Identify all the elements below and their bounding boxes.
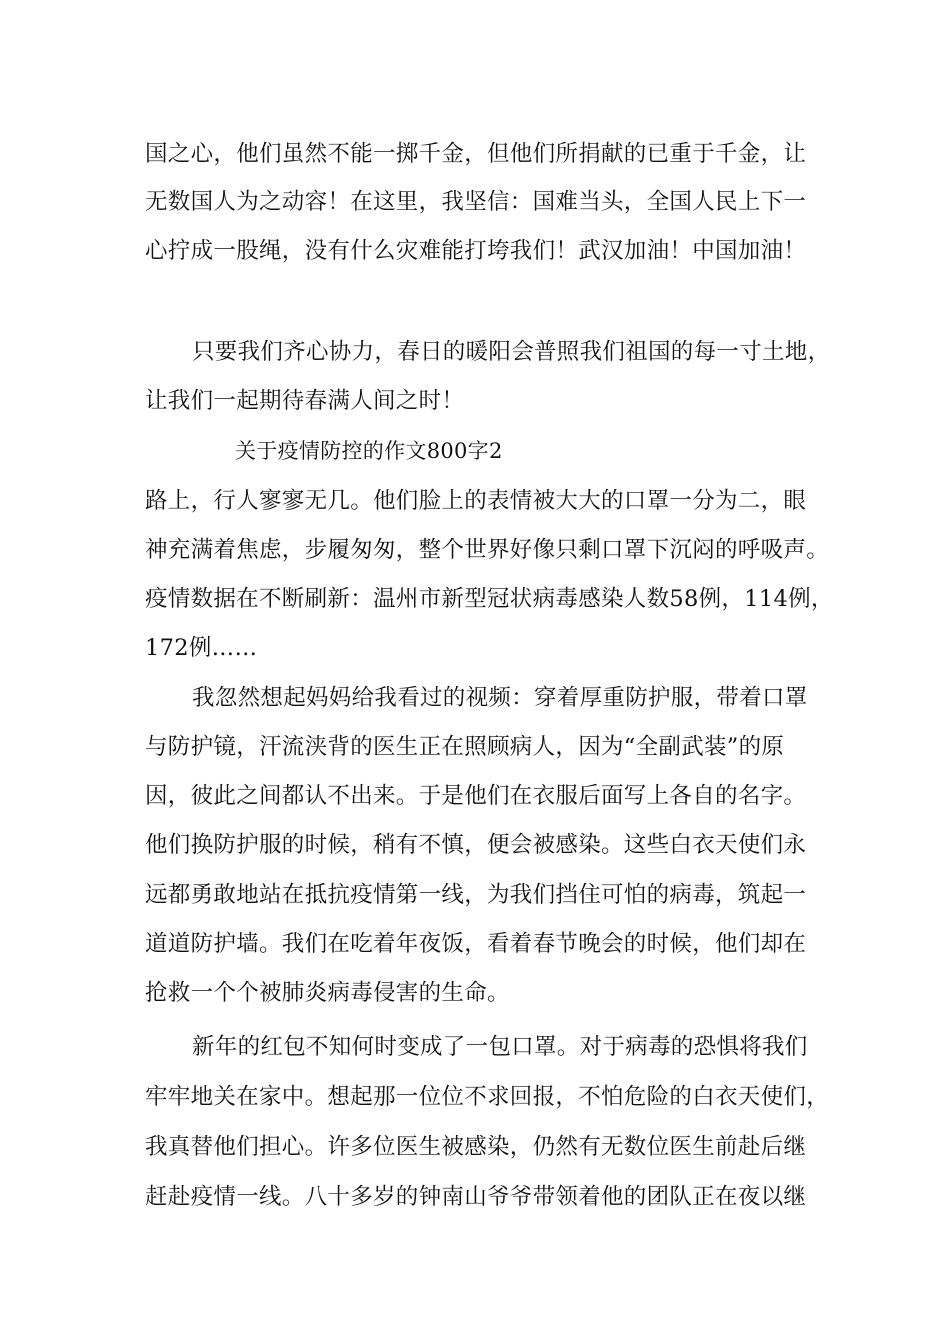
paragraph-line: 因，彼此之间都认不出来。于是他们在衣服后面写上各自的名字。 [145, 783, 807, 809]
paragraph-line: 心拧成一股绳，没有什么灾难能打垮我们！武汉加油！中国加油！ [145, 238, 807, 264]
paragraph-line: 抢救一个个被肺炎病毒侵害的生命。 [145, 980, 510, 1006]
paragraph-line: 让我们一起期待春满人间之时！ [145, 388, 465, 414]
paragraph-line: 172例…… [145, 635, 258, 661]
paragraph-line: 牢牢地关在家中。想起那一位位不求回报，不怕危险的白衣天使们， [145, 1084, 830, 1110]
paragraph-line: 路上，行人寥寥无几。他们脸上的表情被大大的口罩一分为二，眼 [145, 488, 807, 514]
paragraph-line: 只要我们齐心协力，春日的暖阳会普照我们祖国的每一寸土地， [192, 339, 831, 365]
paragraph-line: 与防护镜，汗流浃背的医生正在照顾病人，因为“全副武装”的原 [145, 734, 785, 760]
paragraph-line: 神充满着焦虑，步履匆匆，整个世界好像只剩口罩下沉闷的呼吸声。 [145, 537, 830, 563]
paragraph-line: 赶赴疫情一线。八十多岁的钟南山爷爷带领着他的团队正在夜以继 [145, 1184, 807, 1210]
paragraph-line: 国之心，他们虽然不能一掷千金，但他们所捐献的已重于千金，让 [145, 141, 807, 167]
paragraph-line: 我真替他们担心。许多位医生被感染，仍然有无数位医生前赴后继 [145, 1134, 807, 1160]
section-heading: 关于疫情防控的作文800字2 [235, 439, 503, 463]
paragraph-line: 无数国人为之动容！在这里，我坚信：国难当头，全国人民上下一 [145, 189, 807, 215]
paragraph-line: 远都勇敢地站在抵抗疫情第一线，为我们挡住可怕的病毒，筑起一 [145, 882, 807, 908]
paragraph-line: 我忽然想起妈妈给我看过的视频：穿着厚重防护服，带着口罩 [192, 685, 808, 711]
paragraph-line: 疫情数据在不断刷新：温州市新型冠状病毒感染人数58例，114例， [145, 586, 834, 612]
paragraph-line: 道道防护墙。我们在吃着年夜饭，看着春节晚会的时候，他们却在 [145, 931, 807, 957]
paragraph-line: 新年的红包不知何时变成了一包口罩。对于病毒的恐惧将我们 [192, 1034, 808, 1060]
paragraph-line: 他们换防护服的时候，稍有不慎，便会被感染。这些白衣天使们永 [145, 832, 807, 858]
